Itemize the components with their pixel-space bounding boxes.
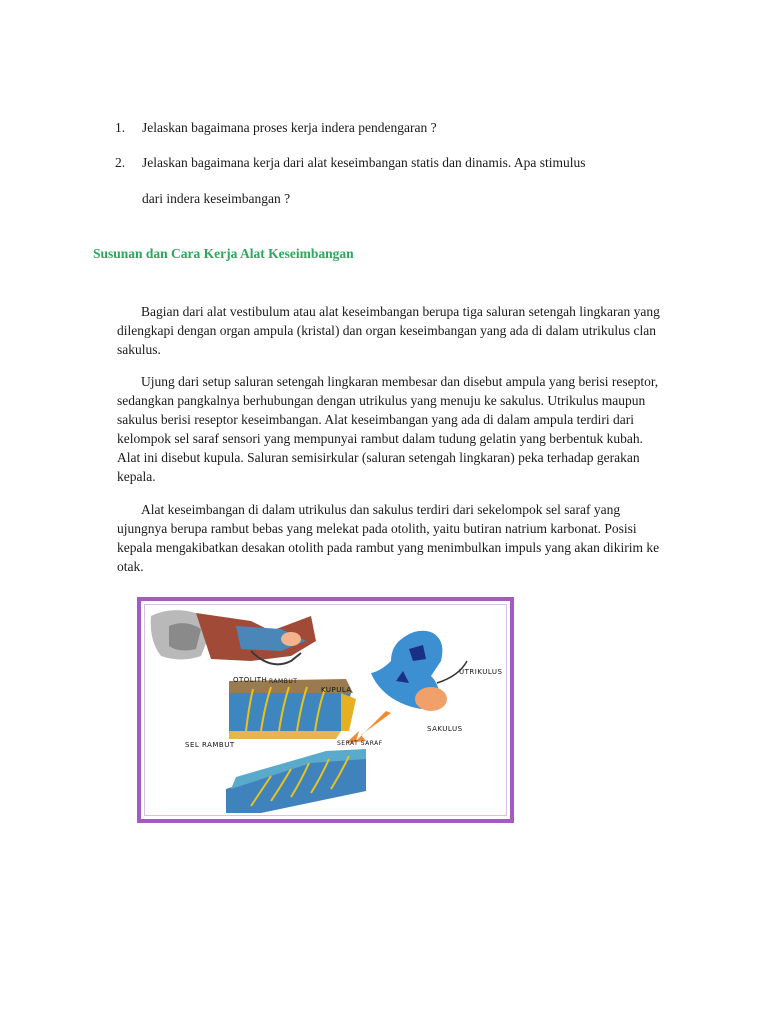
question-number-1: 1. [115,120,126,135]
hair-cell-section-illustration [226,749,366,813]
paragraph-2: Ujung dari setup saluran setengah lingkaran membesar dan disebut ampula yang berisi reseptor, sedangkan pangkalnya berhubungan dengan utrikulus yang menuju ke sakulus. Utrikulus maupun sakulus berisi reseptor keseimbangan. Alat keseimbangan yang ada di dalam ampula terdiri dari kelompok sel saraf sensori yang mempunyai rambut dalam tudung gelatin yang berbentuk kubah. Alat ini disebut kupula. Saluran semisirkular (saluran setengah lingkaran) peka terhadap gerakan kepala. [117,374,659,484]
question-text-1: Jelaskan bagaimana proses kerja indera pendengaran ? [142,120,437,135]
body-text [117,302,663,589]
utriculus-sacculus-illustration [371,631,467,711]
section-heading: Susunan dan Cara Kerja Alat Keseimbangan [93,246,354,261]
ear-section-illustration [151,610,316,664]
label-rambut: RAMBUT [269,678,298,685]
label-sakulus: SAKULUS [427,725,463,733]
question-text-2-continuation: dari indera keseimbangan ? [142,191,291,206]
label-serat-saraf: SERAT SARAF [337,740,383,747]
question-list [115,118,675,209]
diagram-illustration [141,601,510,819]
question-item-2 [115,153,675,209]
label-otolith: OTOLITH [233,676,268,684]
label-sel-rambut: SEL RAMBUT [185,741,235,749]
paragraph-1: Bagian dari alat vestibulum atau alat keseimbangan berupa tiga saluran setengah lingkaran yang dilengkapi dengan organ ampula (kristal) dan organ keseimbangan yang ada di dalam utrikulus clan sakulus. [117,304,660,357]
question-text-2: Jelaskan bagaimana kerja dari alat keseimbangan statis dan dinamis. Apa stimulus [142,155,586,170]
question-number-2: 2. [115,155,126,170]
vestibular-diagram [137,597,514,823]
label-utrikulus: UTRIKULUS [459,668,503,676]
paragraph-3: Alat keseimbangan di dalam utrikulus dan sakulus terdiri dari sekelompok sel saraf yang ujungnya berupa rambut bebas yang melekat pada otolith, yaitu butiran natrium karbonat. Posisi kepala mengakibatkan desakan otolith pada rambut yang menimbulkan impuls yang akan dikirim ke otak. [117,502,660,574]
question-item-1 [115,118,675,138]
label-kupula: KUPULA [321,686,352,694]
